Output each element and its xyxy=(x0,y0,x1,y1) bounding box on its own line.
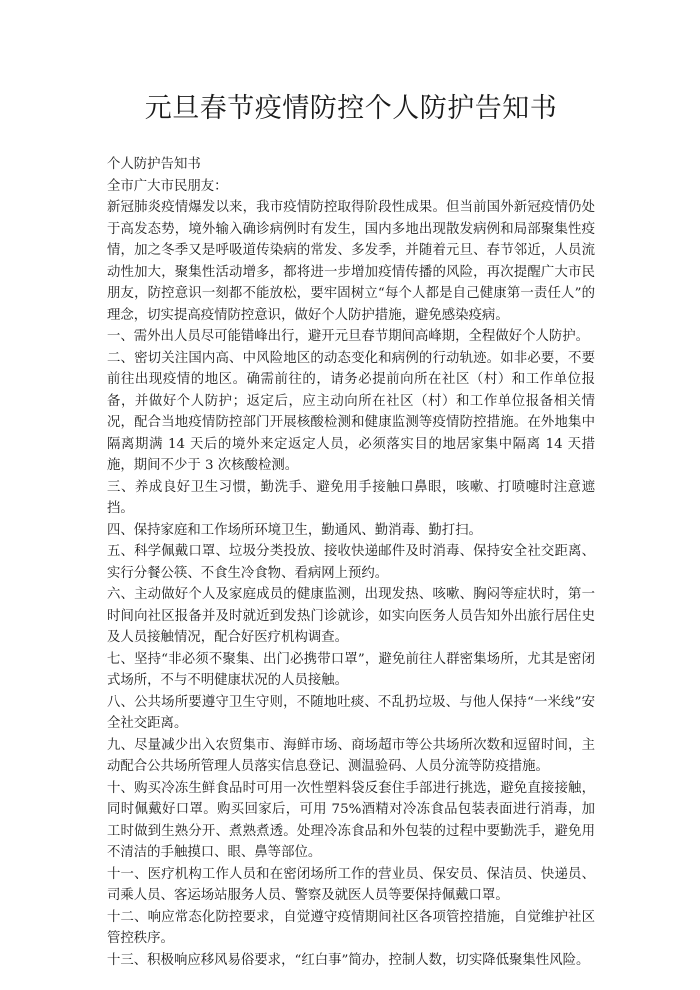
notice-item-12: 十二、响应常态化防控要求，自觉遵守疫情期间社区各项管控措施，自觉维护社区管控秩序。 xyxy=(107,909,595,946)
notice-item-8: 八、公共场所要遵守卫生守则，不随地吐痰、不乱扔垃圾、与他人保持“一米线”安全社交距离。 xyxy=(107,694,595,731)
notice-item-5: 五、科学佩戴口罩、垃圾分类投放、接收快递邮件及时消毒、保持安全社交距离、实行分餐公筷、不食生冷食物、看病网上预约。 xyxy=(107,544,595,581)
notice-item-6: 六、主动做好个人及家庭成员的健康监测，出现发热、咳嗽、胸闷等症状时，第一时间向社区报备并及时就近到发热门诊就诊，如实向医务人员告知外出旅行居住史及人员接触情况，配合好医疗机构调查。 xyxy=(107,587,595,645)
notice-item-9: 九、尽量减少出入农贸集市、海鲜市场、商场超市等公共场所次数和逗留时间，主动配合公共场所管理人员落实信息登记、测温验码、人员分流等防疫措施。 xyxy=(107,737,595,774)
salutation: 全市广大市民朋友： xyxy=(107,178,228,194)
document-subtitle: 个人防护告知书 xyxy=(107,157,201,172)
notice-item-10: 十、购买冷冻生鲜食品时可用一次性塑料袋反套住手部进行挑选，避免直接接触，同时佩戴好口罩。购买回家后，可用 75%酒精对冷冻食品包装表面进行消毒，加工时做到生熟分开、煮熟煮透。处理冷冻食品和外包装的过程中要勤洗手，避免用不清洁的手触摸口、眼、鼻等部位。 xyxy=(107,780,595,860)
notice-item-2: 二、密切关注国内高、中风险地区的动态变化和病例的行动轨迹。如非必要，不要前往出现疫情的地区。确需前往的，请务必提前向所在社区（村）和工作单位报备，并做好个人防护；返定后，应主动向所在社区（村）和工作单位报备相关情况，配合当地疫情防控部门开展核酸检测和健康监测等疫情防控措施。在外地集中隔离期满 14 天后的境外来定返定人员，必须落实目的地居家集中隔离 14 天措施，期间不少于 3 次核酸检测。 xyxy=(107,350,595,473)
notice-item-7: 七、坚持“非必须不聚集、出门必携带口罩”，避免前往人群密集场所，尤其是密闭式场所，不与不明健康状况的人员接触。 xyxy=(107,651,595,688)
intro-paragraph: 新冠肺炎疫情爆发以来，我市疫情防控取得阶段性成果。但当前国外新冠疫情仍处于高发态势，境外输入确诊病例时有发生，国内多地出现散发病例和局部聚集性疫情，加之冬季又是呼吸道传染病的常发、多发季，并随着元旦、春节邻近，人员流动性加大，聚集性活动增多，都将进一步增加疫情传播的风险，再次提醒广大市民朋友，防控意识一刻都不能放松，要牢固树立“每个人都是自己健康第一责任人”的理念，切实提高疫情防控意识，做好个人防护措施，避免感染疫病。 xyxy=(107,200,595,323)
document-body xyxy=(107,154,595,971)
notice-item-3: 三、养成良好卫生习惯，勤洗手、避免用手接触口鼻眼，咳嗽、打喷嚏时注意遮挡。 xyxy=(107,479,595,516)
notice-item-11: 十一、医疗机构工作人员和在密闭场所工作的营业员、保安员、保洁员、快递员、司乘人员、客运场站服务人员、警察及就医人员等要保持佩戴口罩。 xyxy=(107,866,595,903)
notice-item-4: 四、保持家庭和工作场所环境卫生，勤通风、勤消毒、勤打扫。 xyxy=(107,522,482,538)
document-title: 元旦春节疫情防控个人防护告知书 xyxy=(144,93,558,124)
notice-item-13: 十三、积极响应移风易俗要求，“红白事”简办，控制人数，切实降低聚集性风险。 xyxy=(107,952,590,968)
notice-item-1: 一、需外出人员尽可能错峰出行，避开元旦春节期间高峰期，全程做好个人防护。 xyxy=(107,329,590,344)
